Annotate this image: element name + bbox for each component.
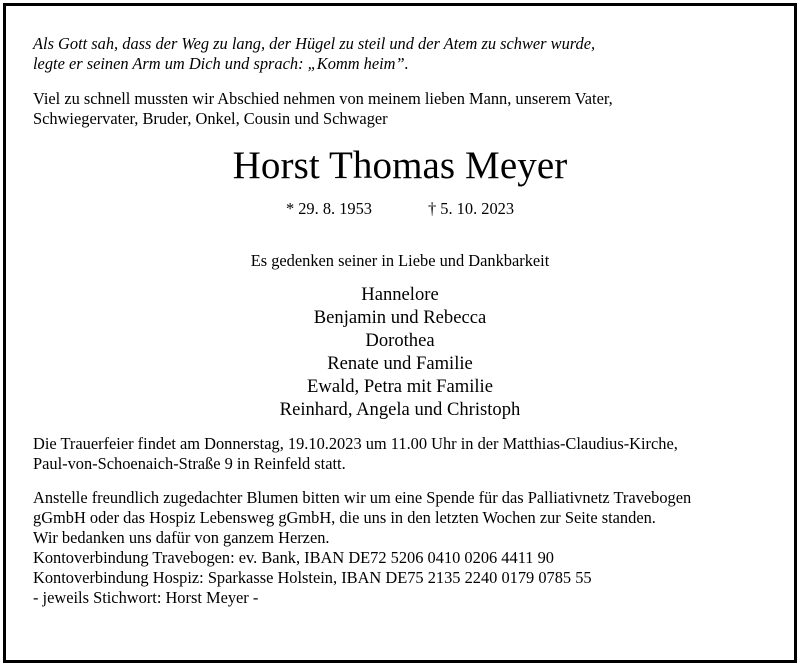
donation-line-3: Wir bedanken uns dafür von ganzem Herzen. <box>33 528 330 547</box>
donation-info <box>33 488 794 608</box>
life-dates <box>33 199 767 219</box>
mourner-name: Ewald, Petra mit Familie <box>307 376 493 397</box>
donation-line-1: Anstelle freundlich zugedachter Blumen bitten wir um eine Spende für das Palliativnetz Travebogen <box>33 488 692 507</box>
remembrance-line: Es gedenken seiner in Liebe und Dankbarkeit <box>250 251 550 270</box>
birth-date: * 29. 8. 1953 <box>285 199 372 218</box>
mourner-name: Reinhard, Angela und Christoph <box>279 399 521 420</box>
donation-line-2: gGmbH oder das Hospiz Lebensweg gGmbH, die uns in den letzten Wochen zur Seite standen. <box>33 508 656 527</box>
mourners-list <box>33 283 767 421</box>
mourner-name: Hannelore <box>361 284 439 305</box>
funeral-line-1: Die Trauerfeier findet am Donnerstag, 19.10.2023 um 11.00 Uhr in der Matthias-Claudius-Kirche, <box>33 434 678 453</box>
funeral-line-2: Paul-von-Schoenaich-Straße 9 in Reinfeld statt. <box>33 454 346 473</box>
mourner-name: Renate und Familie <box>327 353 473 374</box>
bank-account-hospiz: Kontoverbindung Hospiz: Sparkasse Holstein, IBAN DE75 2135 2240 0179 0785 55 <box>33 568 592 587</box>
deceased-name: Horst Thomas Meyer <box>232 144 568 187</box>
quote-line-2: legte er seinen Arm um Dich und sprach: „Komm heim”. <box>33 54 409 73</box>
intro-paragraph <box>33 89 794 129</box>
obituary-content <box>6 6 794 660</box>
mourner-name: Dorothea <box>365 330 435 351</box>
mourner-name: Benjamin und Rebecca <box>313 307 487 328</box>
opening-quote <box>33 34 794 74</box>
bank-account-travebogen: Kontoverbindung Travebogen: ev. Bank, IBAN DE72 5206 0410 0206 4411 90 <box>33 548 554 567</box>
donation-keyword: - jeweils Stichwort: Horst Meyer - <box>33 588 259 607</box>
death-date: † 5. 10. 2023 <box>428 199 515 218</box>
intro-line-1: Viel zu schnell mussten wir Abschied nehmen von meinem lieben Mann, unserem Vater, <box>33 89 613 108</box>
funeral-info <box>33 434 794 474</box>
intro-line-2: Schwiegervater, Bruder, Onkel, Cousin und Schwager <box>33 109 388 128</box>
quote-line-1: Als Gott sah, dass der Weg zu lang, der Hügel zu steil und der Atem zu schwer wurde, <box>33 34 596 53</box>
obituary-frame <box>3 3 797 663</box>
